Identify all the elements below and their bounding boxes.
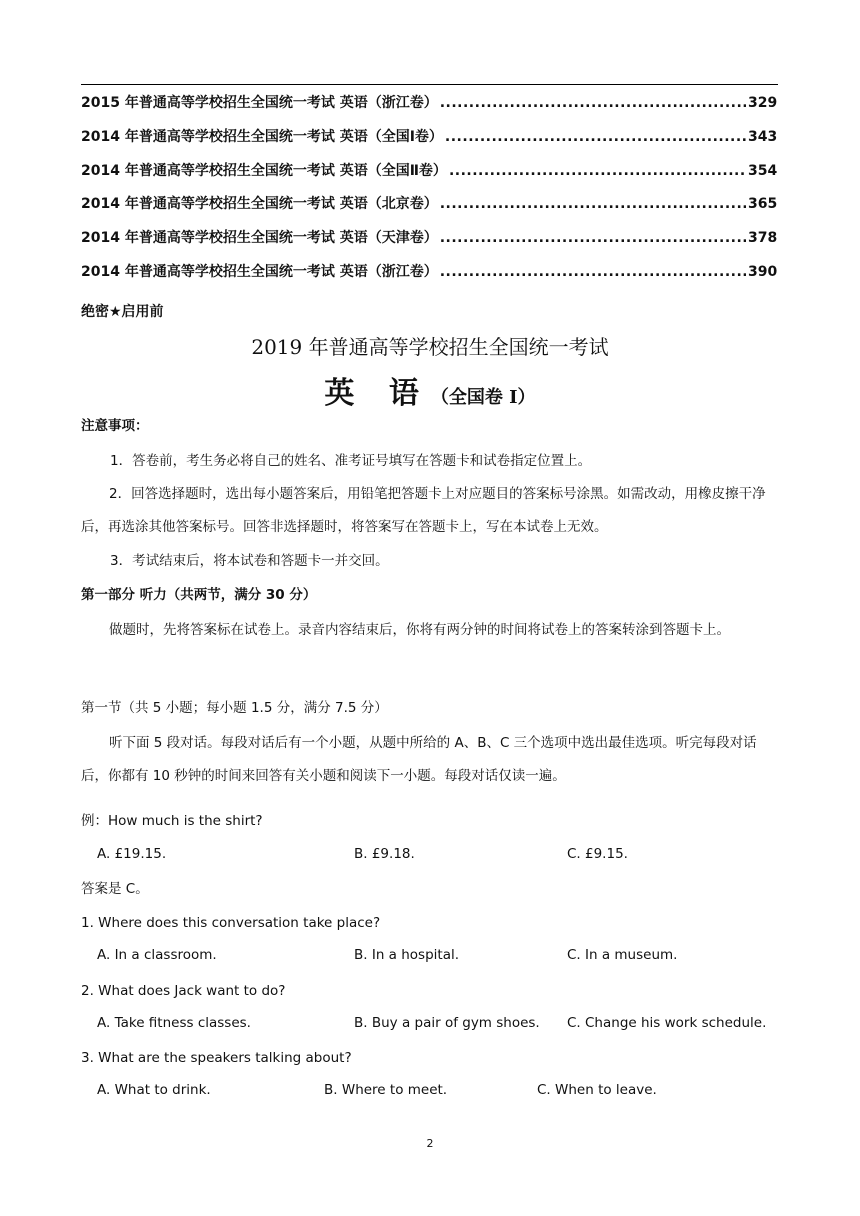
question-2: 2. What does Jack want to do? [81,983,286,999]
notice-item-3: 3．考试结束后，将本试卷和答题卡一并交回。 [110,553,389,569]
question-3-option-b[interactable]: B. Where to meet. [324,1082,448,1098]
question-3-option-a[interactable]: A. What to drink. [97,1082,211,1098]
toc-entry-page: 343 [748,128,778,145]
toc-leader-dots [440,230,746,246]
question-1-option-c[interactable]: C. In a museum. [567,947,678,963]
notice-item-2: 2．回答选择题时，选出每小题答案后，用铅笔把答题卡上对应题目的答案标号涂黑。如需改动，用橡皮擦干净后，再选涂其他答案标号。回答非选择题时，将答案写在答题卡上，写在本试卷上无效。 [81,486,766,535]
toc-entry-page: 390 [748,263,778,280]
toc-entry-page: 365 [748,196,778,213]
toc-leader-dots [449,163,746,179]
example-option-a[interactable]: A. £19.15. [97,846,167,862]
section1-heading: 第一节（共 5 小题；每小题 1.5 分，满分 7.5 分） [81,700,388,716]
exam-title: 2019 年普通高等学校招生全国统一考试 [251,335,609,359]
question-1: 1. Where does this conversation take place? [81,915,381,931]
toc-entry[interactable] [81,193,778,227]
notice-heading: 注意事项： [81,418,149,434]
toc-entry[interactable] [81,126,778,160]
subject-paper: （全国卷 I） [430,387,536,408]
toc-entry-page: 329 [748,95,778,111]
toc-entry-title: 2014 年普通高等学校招生全国统一考试 英语（天津卷） [81,230,438,247]
question-1-option-b[interactable]: B. In a hospital. [354,947,460,963]
subject-name: 英 语 [324,376,431,411]
secret-label: 绝密★启用前 [81,304,164,320]
toc-leader-dots [445,129,746,145]
question-1-option-a[interactable]: A. In a classroom. [97,947,217,963]
toc-entry-page: 354 [748,162,778,179]
toc-entry-title: 2014 年普通高等学校招生全国统一考试 英语（全国Ⅱ卷） [81,162,447,179]
toc-entry-page: 378 [748,230,778,247]
section1-instruction: 听下面 5 段对话。每段对话后有一个小题，从题中所给的 A、B、C 三个选项中选出最佳选项。听完每段对话后，你都有 10 秒钟的时间来回答有关小题和阅读下一小题。每段对话仅读一遍。 [81,735,757,784]
question-2-option-a[interactable]: A. Take fitness classes. [97,1015,251,1031]
question-3: 3. What are the speakers talking about? [81,1050,352,1066]
toc-entry[interactable] [81,227,778,261]
toc-leader-dots [440,95,746,111]
part1-instruction: 做题时，先将答案标在试卷上。录音内容结束后，你将有两分钟的时间将试卷上的答案转涂到答题卡上。 [109,622,730,638]
example-question: 例：How much is the shirt? [81,813,263,829]
page-number: 2 [426,1137,434,1150]
notice-item-1: 1．答卷前，考生务必将自己的姓名、准考证号填写在答题卡和试卷指定位置上。 [110,453,592,469]
toc-leader-dots [440,264,746,280]
toc-entry-title: 2014 年普通高等学校招生全国统一考试 英语（浙江卷） [81,263,438,280]
toc-entry[interactable] [81,160,778,194]
question-2-option-b[interactable]: B. Buy a pair of gym shoes. [354,1015,540,1031]
toc-entry[interactable] [81,261,778,295]
question-3-option-c[interactable]: C. When to leave. [537,1082,657,1098]
toc-leader-dots [440,196,746,212]
subject-heading [0,368,860,412]
toc-entry[interactable] [81,92,778,126]
toc-entry-title: 2015 年普通高等学校招生全国统一考试 英语（浙江卷） [81,95,438,111]
question-2-option-c[interactable]: C. Change his work schedule. [567,1015,767,1031]
toc-entry-title: 2014 年普通高等学校招生全国统一考试 英语（北京卷） [81,196,438,213]
table-of-contents [81,92,778,295]
header-rule [81,84,778,85]
toc-entry-title: 2014 年普通高等学校招生全国统一考试 英语（全国Ⅰ卷） [81,128,443,145]
example-option-c[interactable]: C. £9.15. [567,846,628,862]
example-answer: 答案是 C。 [81,881,149,897]
part1-heading: 第一部分 听力（共两节，满分 30 分） [81,587,317,603]
example-option-b[interactable]: B. £9.18. [354,846,415,862]
